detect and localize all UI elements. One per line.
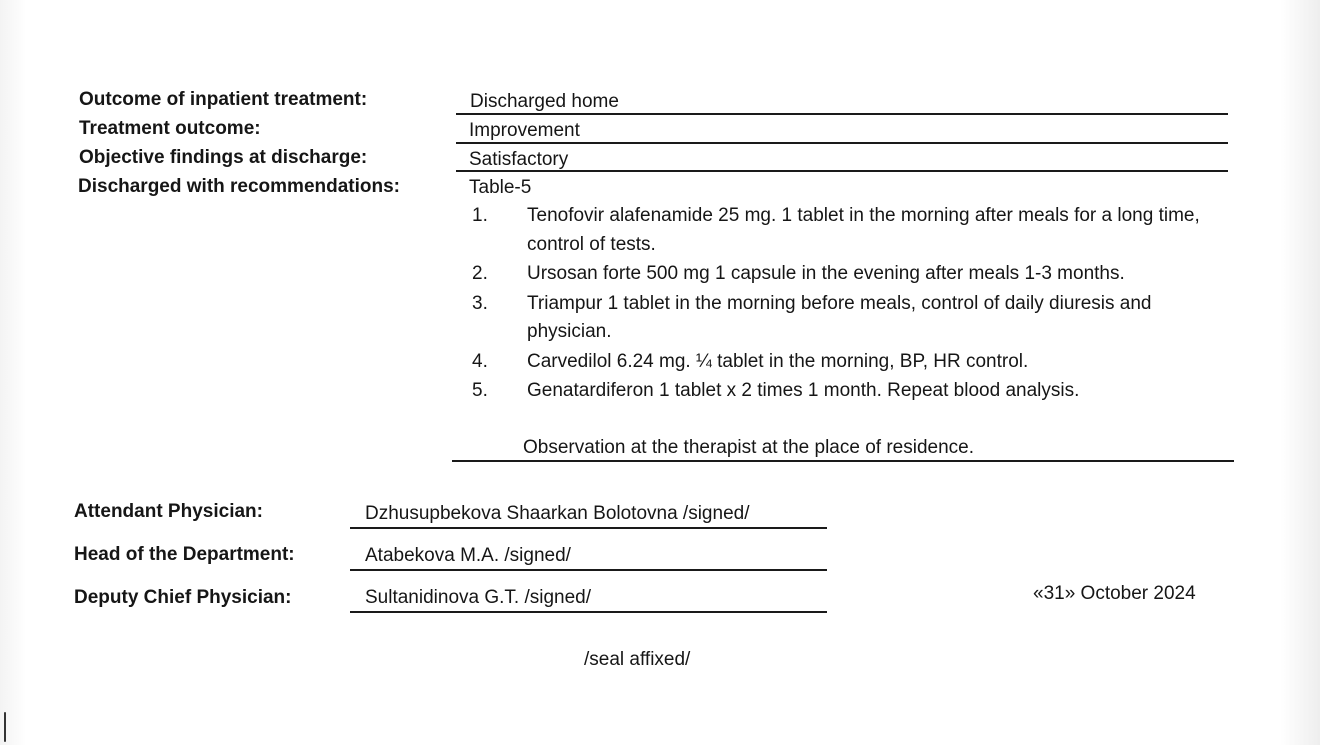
recommendations-list <box>468 202 1228 407</box>
observation-note: Observation at the therapist at the place of residence. <box>523 437 974 458</box>
list-item-number: 4. <box>472 350 488 372</box>
scan-edge-mark <box>4 712 6 742</box>
list-item <box>468 202 1228 259</box>
outcome-label: Outcome of inpatient treatment: <box>79 89 368 110</box>
discharge-date: «31» October 2024 <box>1033 583 1196 604</box>
deputy-chief-physician-value: Sultanidinova G.T. /signed/ <box>365 587 592 608</box>
list-item-number: 3. <box>472 292 488 314</box>
treatment-outcome-underline <box>456 142 1228 144</box>
list-item-number: 5. <box>472 380 488 401</box>
list-item <box>468 377 1228 406</box>
treatment-outcome-value: Improvement <box>469 120 580 141</box>
list-item-text: Carvedilol 6.24 mg. ¼ tablet in the morning, BP, HR control. <box>527 350 1029 372</box>
outcome-underline <box>456 113 1228 115</box>
list-item-number: 2. <box>472 263 488 284</box>
list-item-text: Genatardiferon 1 tablet x 2 times 1 month. Repeat blood analysis. <box>527 380 1080 401</box>
head-of-department-label: Head of the Department: <box>74 544 295 565</box>
head-of-department-value: Atabekova M.A. /signed/ <box>365 545 571 566</box>
observation-underline <box>452 460 1234 462</box>
list-item-text: Triampur 1 tablet in the morning before meals, control of daily diuresis and physician. <box>527 292 1152 342</box>
treatment-outcome-label: Treatment outcome: <box>79 118 261 139</box>
attendant-physician-value: Dzhusupbekova Shaarkan Bolotovna /signed/ <box>365 503 750 524</box>
deputy-chief-physician-label: Deputy Chief Physician: <box>74 587 292 608</box>
objective-findings-underline <box>456 170 1228 172</box>
list-item <box>468 260 1228 289</box>
outcome-value: Discharged home <box>470 91 619 112</box>
objective-findings-value: Satisfactory <box>469 149 569 170</box>
list-item-text: Ursosan forte 500 mg 1 capsule in the evening after meals 1-3 months. <box>527 263 1125 284</box>
head-of-department-underline <box>350 569 827 571</box>
attendant-physician-label: Attendant Physician: <box>74 501 263 522</box>
recommendations-label: Discharged with recommendations: <box>78 176 401 197</box>
list-item <box>468 348 1228 377</box>
objective-findings-label: Objective findings at discharge: <box>79 147 368 168</box>
deputy-chief-physician-underline <box>350 611 827 613</box>
list-item <box>468 290 1228 347</box>
attendant-physician-underline <box>350 527 827 529</box>
diet-table-value: Table-5 <box>469 177 532 198</box>
seal-note: /seal affixed/ <box>584 649 691 670</box>
list-item-number: 1. <box>472 205 488 226</box>
list-item-text: Tenofovir alafenamide 25 mg. 1 tablet in the morning after meals for a long time, control of tests. <box>527 205 1200 255</box>
